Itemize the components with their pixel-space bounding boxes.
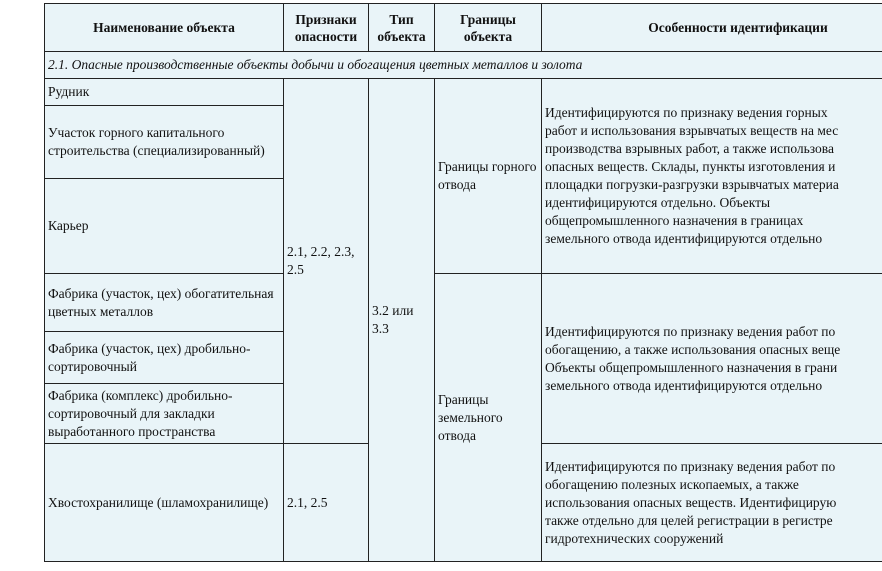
bounds-mining: Границы горного отвода [435, 79, 542, 274]
header-row [45, 4, 882, 52]
object-name-crushing-plant: Фабрика (участок, цех) дробильно-сортировочный [45, 332, 284, 384]
features-mining: Идентифицируются по признаку ведения горных работ и использования взрывчатых веществ на мес производства взрывных работ, а также использова опасных веществ. Склады, пункты изготовления и площадки погрузки-разгрузки взрывчатых материа идентифицируются отдельно. Объекты общепромышленного назначения в границах земельного отвода идентифицируются отдельно [542, 79, 882, 274]
section-row [45, 52, 882, 79]
bounds-land: Границы земельного отвода [435, 274, 542, 562]
header-bounds: Границы объекта [435, 4, 542, 52]
document-viewport [44, 3, 882, 569]
header-features: Особенности идентификации [542, 4, 882, 52]
header-name: Наименование объекта [45, 4, 284, 52]
header-signs: Признаки опасности [284, 4, 369, 52]
object-name-mine: Рудник [45, 79, 284, 106]
object-name-processing-plant: Фабрика (участок, цех) обогатительная цветных металлов [45, 274, 284, 332]
table-row [45, 274, 882, 332]
danger-signs-group1: 2.1, 2.2, 2.3, 2.5 [284, 79, 369, 444]
identification-table [44, 3, 882, 562]
features-tailings: Идентифицируются по признаку ведения работ по обогащению полезных ископаемых, а также использования опасных веществ. Идентифицирую также отдельно для целей регистрации в регистре гидротехнических сооружений [542, 444, 882, 562]
object-name-quarry: Карьер [45, 179, 284, 274]
object-name-tailings: Хвостохранилище (шламохранилище) [45, 444, 284, 562]
object-name-construction: Участок горного капитального строительства (специализированный) [45, 106, 284, 179]
section-title: 2.1. Опасные производственные объекты добычи и обогащения цветных металлов и золота [45, 52, 882, 79]
object-type: 3.2 или 3.3 [369, 79, 435, 562]
features-processing: Идентифицируются по признаку ведения работ по обогащению, а также использования опасных веще Объекты общепромышленного назначения в грани земельного отвода идентифицируются отдельно [542, 274, 882, 444]
danger-signs-group2: 2.1, 2.5 [284, 444, 369, 562]
table-row [45, 79, 882, 106]
header-type: Тип объекта [369, 4, 435, 52]
object-name-crushing-complex: Фабрика (комплекс) дробильно-сортировочный для закладки выработанного пространства [45, 384, 284, 444]
